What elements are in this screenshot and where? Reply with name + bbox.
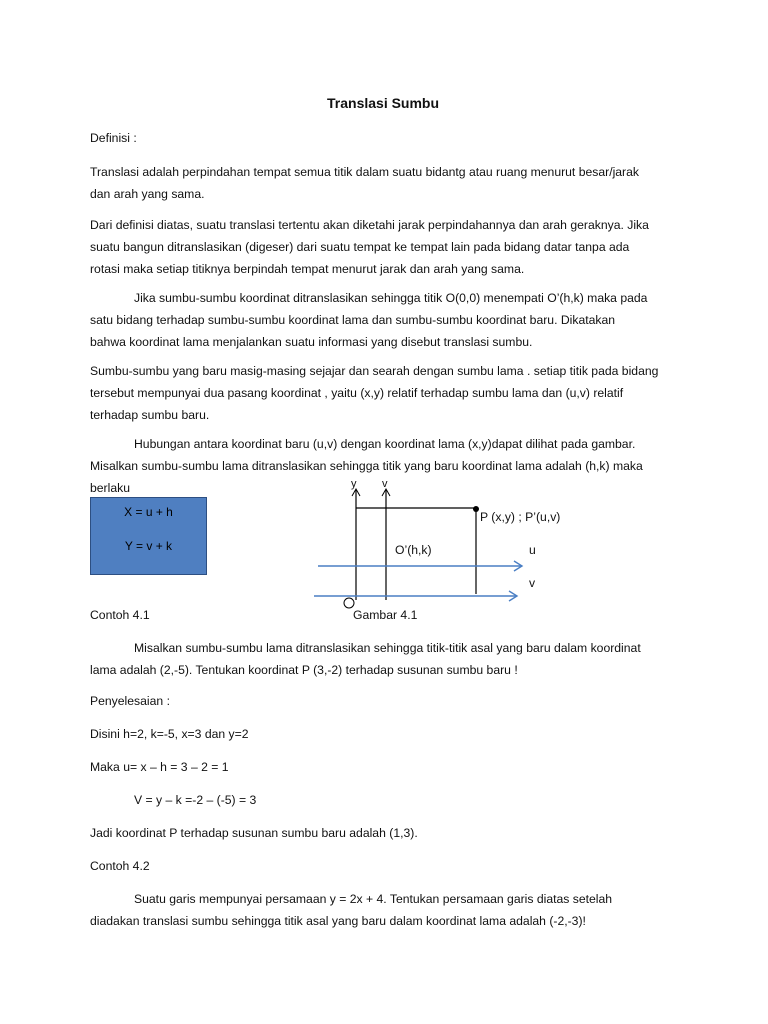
figure-caption: Gambar 4.1	[353, 608, 418, 622]
text-line: suatu bangun ditranslasikan (digeser) dari suatu tempat ke tempat lain pada bidang datar tanpa ada	[90, 240, 630, 254]
formula-y: Y = v + k	[124, 539, 173, 553]
text-line: satu bidang terhadap sumbu-sumbu koordinat lama dan sumbu-sumbu koordinat baru. Dikatakan	[90, 313, 616, 327]
paragraph-contoh-1	[90, 637, 690, 681]
penyelesaian-label: Penyelesaian :	[90, 694, 170, 708]
label-v-top: v	[382, 478, 388, 490]
origin-circle	[344, 598, 354, 608]
text-line: rotasi maka setiap titiknya berpindah tempat menurut jarak dan arah yang sama.	[90, 262, 525, 276]
solution-step-3: V = y – k =-2 – (-5) = 3	[134, 793, 257, 807]
text-line: Jika sumbu-sumbu koordinat ditranslasikan sehingga titik O(0,0) menempati O’(h,k) maka pada	[134, 291, 648, 305]
definisi-label: Definisi :	[90, 131, 137, 145]
solution-conclusion: Jadi koordinat P terhadap susunan sumbu baru adalah (1,3).	[90, 826, 418, 840]
text-line: diadakan translasi sumbu sehingga titik asal yang baru dalam koordinat lama adalah (-2,-3)!	[90, 914, 586, 928]
paragraph-contoh-2	[90, 888, 690, 932]
text-line: berlaku	[90, 481, 130, 495]
solution-step-1: Disini h=2, k=-5, x=3 dan y=2	[90, 727, 249, 741]
point-p	[473, 506, 479, 512]
text-line: Translasi adalah perpindahan tempat semua titik dalam suatu bidantg atau ruang menurut besar/jarak	[90, 165, 639, 179]
label-y: y	[351, 478, 357, 490]
contoh-4-2-label: Contoh 4.2	[90, 859, 150, 873]
text-line: Misalkan sumbu-sumbu lama ditranslasikan sehingga titik yang baru koordinat lama adalah (h,k) maka	[90, 459, 643, 473]
label-v-axis: v	[529, 576, 536, 590]
text-line: dan arah yang sama.	[90, 187, 205, 201]
label-o-prime: O’(h,k)	[395, 543, 432, 557]
label-point-p: P (x,y) ; P’(u,v)	[480, 510, 561, 524]
solution-step-2: Maka u= x – h = 3 – 2 = 1	[90, 760, 229, 774]
text-line: Sumbu-sumbu yang baru masig-masing sejajar dan searah dengan sumbu lama . setiap titik pada bidang	[90, 364, 659, 378]
text-line: Misalkan sumbu-sumbu lama ditranslasikan sehingga titik-titik asal yang baru dalam koordinat	[134, 641, 641, 655]
contoh-4-1-label: Contoh 4.1	[90, 608, 150, 622]
text-line: Hubungan antara koordinat baru (u,v) dengan koordinat lama (x,y)dapat dilihat pada gambar.	[134, 437, 636, 451]
text-line: tersebut mempunyai dua pasang koordinat , yaitu (x,y) relatif terhadap sumbu lama dan (u,v) relatif	[90, 386, 624, 400]
formula-x: X = u + h	[124, 505, 173, 519]
page-title: Translasi Sumbu	[327, 95, 440, 111]
text-line: bahwa koordinat lama menjalankan suatu informasi yang disebut translasi sumbu.	[90, 335, 533, 349]
text-line: Dari definisi diatas, suatu translasi tertentu akan diketahi jarak perpindahannya dan arah geraknya. Jika	[90, 218, 649, 232]
text-line: Suatu garis mempunyai persamaan y = 2x + 4. Tentukan persamaan garis diatas setelah	[134, 892, 613, 906]
label-u-axis: u	[529, 543, 536, 557]
text-line: lama adalah (2,-5). Tentukan koordinat P (3,-2) terhadap susunan sumbu baru !	[90, 663, 518, 677]
text-line: terhadap sumbu baru.	[90, 408, 210, 422]
